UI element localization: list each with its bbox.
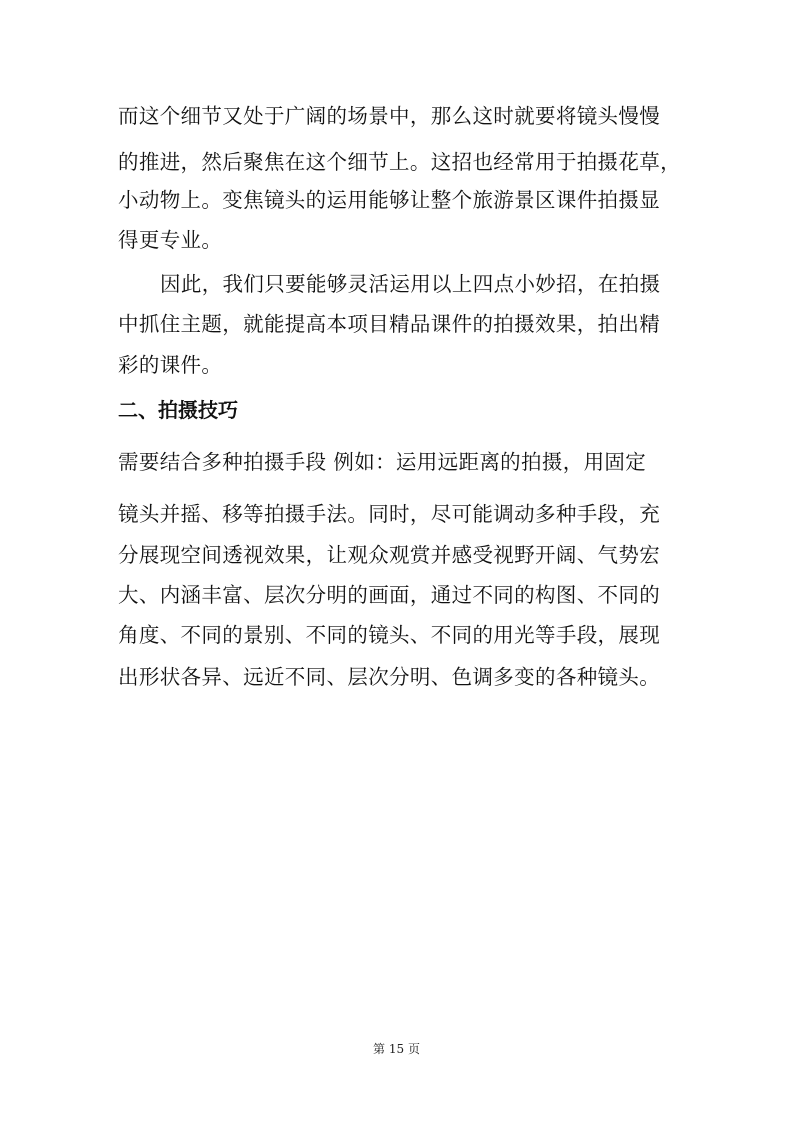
paragraph-line: 分展现空间透视效果，让观众观赏并感受视野开阔、气势宏 [118,543,661,567]
paragraph-line: 因此，我们只要能够灵活运用以上四点小妙招，在拍摄 [160,272,661,296]
paragraph-line: 中抓住主题，就能提高本项目精品课件的拍摄效果，拍出精 [118,312,661,336]
paragraph-line: 角度、不同的景别、不同的镜头、不同的用光等手段，展现 [118,623,661,647]
paragraph-line: 的推进，然后聚焦在这个细节上。这招也经常用于拍摄花草， [118,150,681,174]
paragraph-line: 小动物上。变焦镜头的运用能够让整个旅游景区课件拍摄显 [118,188,661,212]
paragraph-line: 而这个细节又处于广阔的场景中，那么这时就要将镜头慢慢 [118,104,661,128]
page-number: 第 15 页 [373,1042,420,1056]
paragraph-line: 出形状各异、远近不同、层次分明、色调多变的各种镜头。 [118,665,661,689]
paragraph-line: 大、内涵丰富、层次分明的画面，通过不同的构图、不同的 [118,583,661,607]
section-heading: 二、拍摄技巧 [118,398,238,422]
paragraph-line: 得更专业。 [118,228,223,252]
paragraph-line: 镜头并摇、移等拍摄手法。同时，尽可能调动多种手段，充 [118,502,661,526]
paragraph-line: 需要结合多种拍摄手段 例如：运用远距离的拍摄，用固定 [118,450,647,474]
paragraph-line: 彩的课件。 [118,353,223,377]
